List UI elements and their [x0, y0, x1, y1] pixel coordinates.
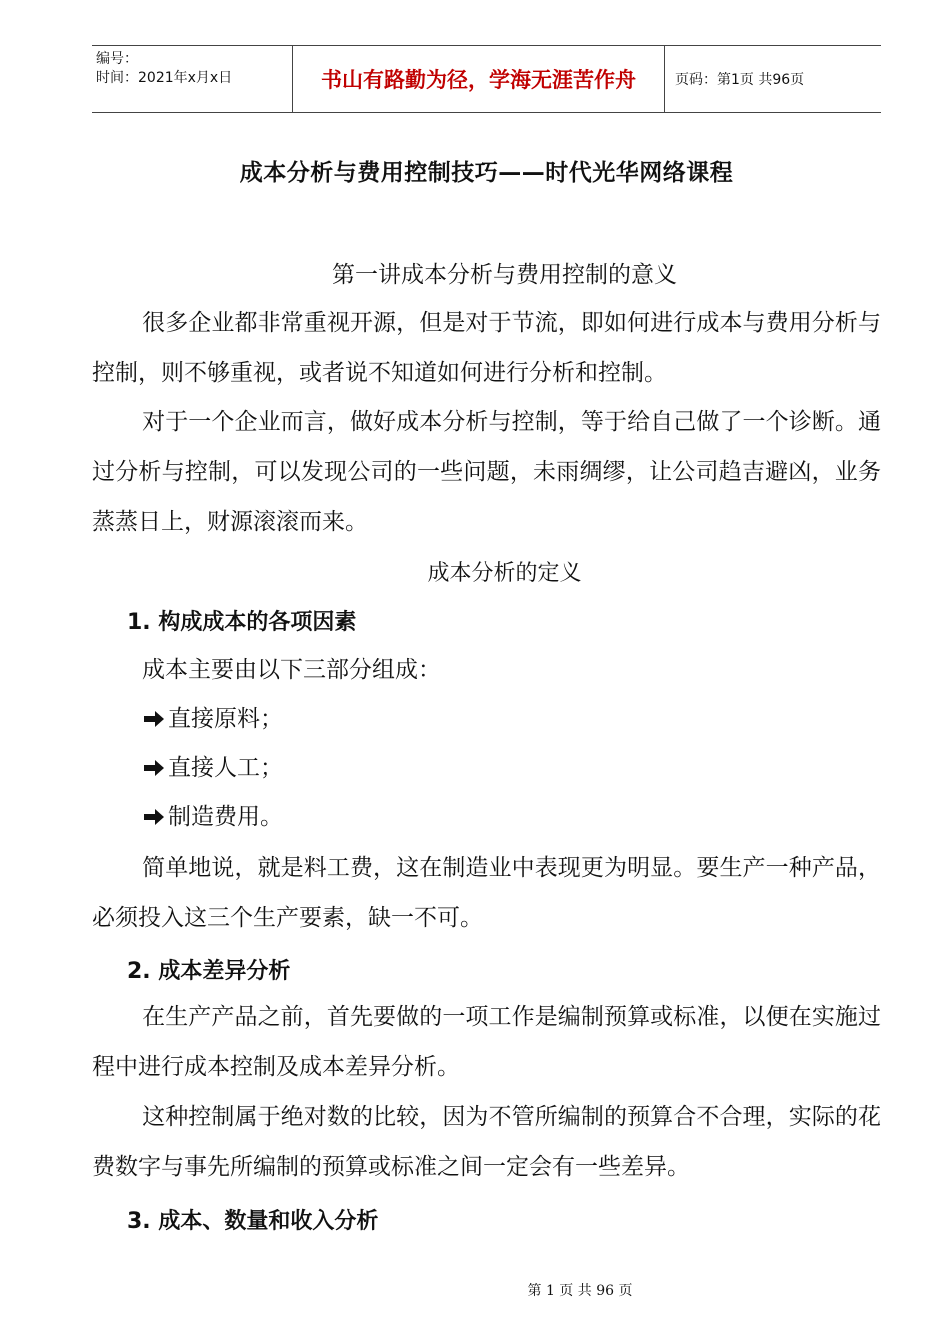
header-motto: 书山有路勤为径，学海无涯苦作舟 — [293, 46, 665, 112]
document-title: 成本分析与费用控制技巧——时代光华网络课程 — [239, 160, 734, 186]
time-label: 时间：2021年x月x日 — [96, 70, 233, 86]
page-footer: 第 1 页 共 96 页 — [527, 1283, 633, 1299]
bullet-item: 直接人工； — [142, 753, 283, 783]
header-table — [92, 45, 881, 113]
subhead-3: 3. 成本、数量和收入分析 — [127, 1209, 379, 1234]
number-label: 编号： — [96, 51, 138, 67]
paragraph-4: 简单地说，就是料工费，这在制造业中表现更为明显。要生产一种产品，必须投入这三个生产要素，缺一不可。 — [92, 855, 881, 931]
subhead-1: 1. 构成成本的各项因素 — [127, 610, 357, 635]
paragraph-2: 对于一个企业而言，做好成本分析与控制，等于给自己做了一个诊断。通过分析与控制，可以发现公司的一些问题，未雨绸缪，让公司趋吉避凶，业务蒸蒸日上，财源滚滚而来。 — [92, 409, 881, 535]
arrow-right-icon — [142, 709, 166, 729]
arrow-right-icon — [142, 807, 166, 827]
header-meta — [92, 46, 293, 112]
header-page-info: 页码：第1页 共96页 — [675, 72, 805, 88]
section-title: 成本分析的定义 — [427, 561, 582, 586]
arrow-right-icon — [142, 758, 166, 778]
lecture-title: 第一讲成本分析与费用控制的意义 — [332, 262, 677, 288]
paragraph-5: 在生产产品之前，首先要做的一项工作是编制预算或标准，以便在实施过程中进行成本控制及成本差异分析。 — [92, 1004, 881, 1080]
paragraph-6: 这种控制属于绝对数的比较，因为不管所编制的预算合不合理，实际的花费数字与事先所编制的预算或标准之间一定会有一些差异。 — [92, 1104, 881, 1180]
bullet-item: 制造费用。 — [142, 802, 283, 832]
paragraph-3: 成本主要由以下三部分组成： — [142, 657, 441, 683]
subhead-2: 2. 成本差异分析 — [127, 959, 291, 984]
bullet-item: 直接原料； — [142, 704, 283, 734]
paragraph-1: 很多企业都非常重视开源，但是对于节流，即如何进行成本与费用分析与控制，则不够重视，或者说不知道如何进行分析和控制。 — [92, 310, 881, 386]
